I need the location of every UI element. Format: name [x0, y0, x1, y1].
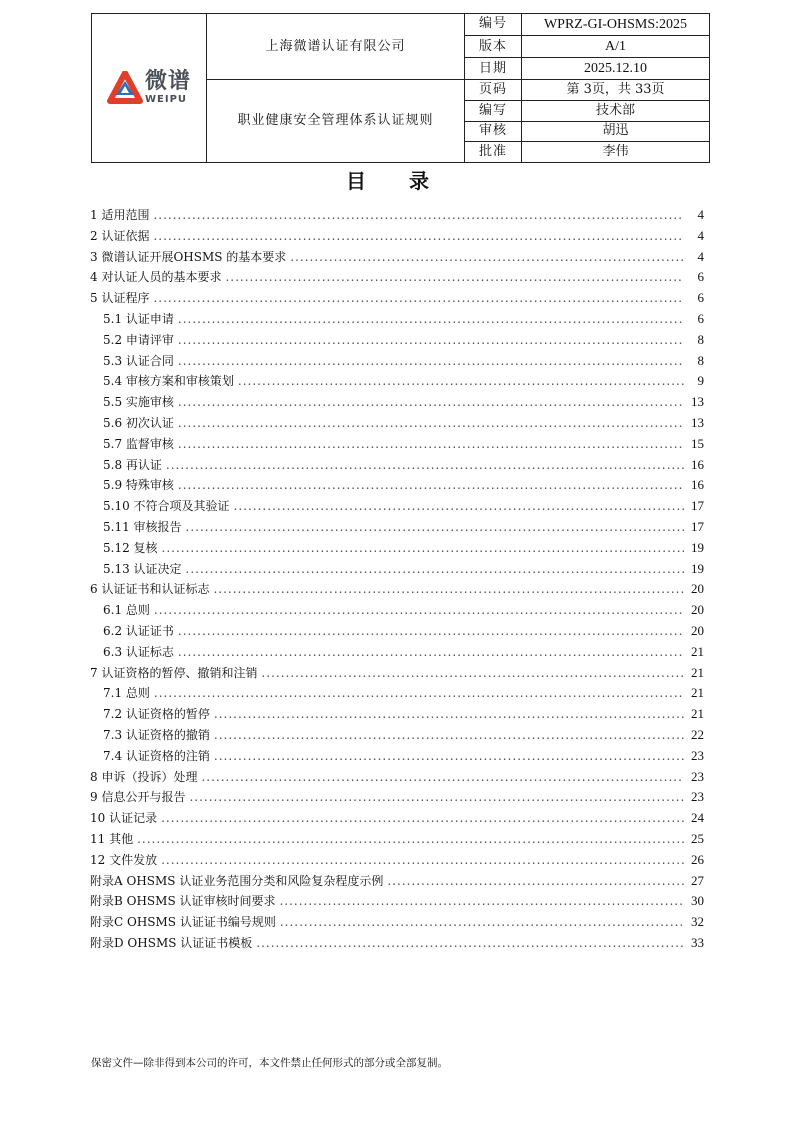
toc-entry-page: 20 — [691, 602, 704, 618]
toc-entry-label: 5.13 认证决定 — [103, 561, 182, 576]
toc-entry-page: 4 — [697, 248, 704, 264]
toc-entry-page: 21 — [691, 664, 704, 680]
toc-entry[interactable] — [90, 414, 704, 435]
toc-entry[interactable] — [90, 248, 704, 269]
toc-entry-label: 附录B OHSMS 认证审核时间要求 — [90, 894, 276, 909]
toc-leader-dots — [178, 333, 684, 347]
toc-entry-page: 19 — [691, 539, 704, 555]
toc-entry-page: 30 — [691, 893, 704, 909]
toc-entry-label: 6.1 总则 — [103, 603, 150, 618]
toc-entry[interactable] — [90, 372, 704, 393]
toc-entry-page: 22 — [691, 726, 704, 742]
toc-leader-dots — [161, 811, 684, 825]
toc-entry[interactable] — [90, 934, 704, 955]
toc-leader-dots — [225, 270, 684, 284]
toc-entry-page: 8 — [697, 331, 704, 347]
toc-entry-label: 2 认证依据 — [90, 228, 150, 243]
toc-entry-label: 附录C OHSMS 认证证书编号规则 — [90, 915, 276, 930]
toc-entry-page: 4 — [697, 227, 704, 243]
toc-entry[interactable] — [90, 289, 704, 310]
toc-entry-page: 33 — [691, 934, 704, 950]
confidentiality-footer: 保密文件—除非得到本公司的许可，本文件禁止任何形式的部分或全部复制。 — [91, 1057, 448, 1069]
field-value-reviewer: 胡迅 — [522, 121, 710, 142]
toc-entry[interactable] — [90, 601, 704, 622]
toc-leader-dots — [178, 312, 684, 326]
toc-entry[interactable] — [90, 352, 704, 373]
toc-leader-dots — [178, 437, 684, 451]
toc-leader-dots — [256, 936, 684, 950]
toc-entry[interactable] — [90, 435, 704, 456]
company-name: 上海微谱认证有限公司 — [207, 14, 465, 80]
toc-leader-dots — [178, 645, 684, 659]
toc-entry[interactable] — [90, 851, 704, 872]
toc-leader-dots — [153, 229, 684, 243]
toc-entry[interactable] — [90, 206, 704, 227]
toc-entry[interactable] — [90, 872, 704, 893]
toc-entry-label: 5.10 不符合项及其验证 — [103, 499, 230, 514]
toc-entry-page: 21 — [691, 685, 704, 701]
toc-entry-label: 5 认证程序 — [90, 291, 150, 306]
toc-leader-dots — [154, 686, 684, 700]
toc-entry-label: 5.2 申请评审 — [103, 332, 174, 347]
toc-entry-page: 26 — [691, 851, 704, 867]
logo-cell — [92, 14, 207, 163]
toc-leader-dots — [234, 499, 684, 513]
toc-leader-dots — [178, 416, 684, 430]
toc-entry-page: 19 — [691, 560, 704, 576]
toc-entry-label: 7 认证资格的暂停、撤销和注销 — [90, 665, 258, 680]
document-header-table — [91, 13, 710, 163]
field-label-approver: 批准 — [465, 142, 522, 163]
toc-entry-page: 13 — [691, 394, 704, 410]
toc-entry-page: 21 — [691, 643, 704, 659]
toc-leader-dots — [178, 478, 684, 492]
toc-leader-dots — [280, 915, 684, 929]
toc-leader-dots — [261, 666, 684, 680]
toc-entry-page: 23 — [691, 768, 704, 784]
toc-leader-dots — [162, 541, 684, 555]
toc-entry-page: 6 — [697, 269, 704, 285]
toc-entry[interactable] — [90, 227, 704, 248]
toc-entry-label: 5.12 复核 — [103, 540, 158, 555]
toc-entry-label: 6.2 认证证书 — [103, 623, 174, 638]
toc-entry-page: 8 — [697, 352, 704, 368]
logo-name-cn: 微谱 — [144, 69, 191, 94]
toc-leader-dots — [153, 208, 684, 222]
toc-leader-dots — [154, 603, 684, 617]
toc-leader-dots — [213, 582, 684, 596]
toc-leader-dots — [186, 562, 684, 576]
field-label-page: 页码 — [465, 80, 522, 101]
toc-entry-page: 17 — [691, 498, 704, 514]
toc-entry[interactable] — [90, 747, 704, 768]
toc-entry[interactable] — [90, 892, 704, 913]
toc-leader-dots — [214, 749, 684, 763]
toc-entry-page: 4 — [697, 207, 704, 222]
field-label-number: 编号 — [465, 14, 522, 36]
toc-entry-label: 9 信息公开与报告 — [90, 790, 186, 805]
company-logo — [92, 71, 206, 105]
toc-leader-dots — [178, 395, 684, 409]
toc-entry[interactable] — [90, 830, 704, 851]
toc-entry-label: 5.1 认证申请 — [103, 311, 174, 326]
toc-entry[interactable] — [90, 497, 704, 518]
toc-entry[interactable] — [90, 310, 704, 331]
toc-leader-dots — [153, 291, 684, 305]
toc-entry[interactable] — [90, 456, 704, 477]
toc-entry-label: 5.6 初次认证 — [103, 415, 174, 430]
toc-entry-page: 17 — [691, 518, 704, 534]
toc-entry-label: 5.4 审核方案和审核策划 — [103, 374, 234, 389]
toc-entry-page: 27 — [691, 872, 704, 888]
toc-entry-page: 23 — [691, 747, 704, 763]
toc-entry-label: 6 认证证书和认证标志 — [90, 582, 210, 597]
toc-entry-label: 5.11 审核报告 — [103, 519, 182, 534]
toc-leader-dots — [214, 728, 684, 742]
toc-leader-dots — [290, 250, 684, 264]
toc-entry[interactable] — [90, 809, 704, 830]
toc-entry[interactable] — [90, 913, 704, 934]
toc-entry-label: 3 微谱认证开展OHSMS 的基本要求 — [90, 249, 287, 264]
toc-entry[interactable] — [90, 664, 704, 685]
toc-leader-dots — [137, 832, 684, 846]
toc-entry-page: 23 — [691, 789, 704, 805]
field-label-reviewer: 审核 — [465, 121, 522, 142]
toc-entry-label: 7.3 认证资格的撤销 — [103, 727, 210, 742]
field-value-number: WPRZ-GI-OHSMS:2025 — [522, 14, 710, 36]
toc-entry[interactable] — [90, 788, 704, 809]
toc-entry[interactable] — [90, 622, 704, 643]
toc-entry[interactable] — [90, 331, 704, 352]
toc-leader-dots — [178, 624, 684, 638]
field-label-date: 日期 — [465, 58, 522, 80]
toc-entry-page: 20 — [691, 581, 704, 597]
toc-entry-label: 5.7 监督审核 — [103, 436, 174, 451]
toc-entry-page: 24 — [691, 810, 704, 826]
field-label-version: 版本 — [465, 36, 522, 58]
table-of-contents — [90, 206, 704, 955]
toc-entry-label: 7.2 认证资格的暂停 — [103, 707, 210, 722]
field-label-author: 编写 — [465, 101, 522, 122]
toc-entry[interactable] — [90, 560, 704, 581]
toc-entry[interactable] — [90, 768, 704, 789]
toc-leader-dots — [189, 790, 684, 804]
document-title: 职业健康安全管理体系认证规则 — [207, 80, 465, 163]
toc-entry-page: 6 — [697, 290, 704, 306]
toc-entry-label: 5.3 认证合同 — [103, 353, 174, 368]
toc-entry-label: 7.4 认证资格的注销 — [103, 748, 210, 763]
toc-entry-page: 21 — [691, 706, 704, 722]
toc-entry[interactable] — [90, 580, 704, 601]
toc-title: 目 录 — [346, 169, 447, 193]
toc-entry-page: 13 — [691, 414, 704, 430]
toc-entry-label: 7.1 总则 — [103, 686, 150, 701]
field-value-version: A/1 — [522, 36, 710, 58]
field-value-date: 2025.12.10 — [522, 58, 710, 80]
toc-leader-dots — [201, 770, 684, 784]
toc-entry-page: 20 — [691, 622, 704, 638]
logo-name-en: WEIPU — [144, 94, 188, 105]
toc-leader-dots — [178, 354, 684, 368]
toc-leader-dots — [238, 374, 684, 388]
toc-entry[interactable] — [90, 643, 704, 664]
toc-leader-dots — [186, 520, 684, 534]
toc-entry[interactable] — [90, 726, 704, 747]
toc-entry-label: 12 文件发放 — [90, 852, 158, 867]
toc-entry-label: 附录D OHSMS 认证证书模板 — [90, 935, 253, 950]
toc-entry-page: 16 — [691, 456, 704, 472]
toc-leader-dots — [214, 707, 684, 721]
toc-entry-label: 10 认证记录 — [90, 811, 158, 826]
toc-entry[interactable] — [90, 705, 704, 726]
toc-leader-dots — [166, 458, 684, 472]
toc-entry-page: 15 — [691, 435, 704, 451]
toc-entry-label: 11 其他 — [90, 831, 134, 846]
toc-entry[interactable] — [90, 393, 704, 414]
weipu-logo-icon — [107, 71, 143, 105]
field-value-author: 技术部 — [522, 101, 710, 122]
toc-leader-dots — [279, 894, 684, 908]
toc-entry-label: 4 对认证人员的基本要求 — [90, 270, 222, 285]
toc-entry-page: 9 — [697, 373, 704, 389]
toc-entry-label: 5.9 特殊审核 — [103, 478, 174, 493]
toc-entry-label: 5.5 实施审核 — [103, 395, 174, 410]
field-value-page: 第 3页，共 33页 — [522, 80, 710, 101]
toc-entry-page: 6 — [697, 310, 704, 326]
toc-entry[interactable] — [90, 684, 704, 705]
toc-entry-label: 6.3 认证标志 — [103, 644, 174, 659]
toc-entry-label: 附录A OHSMS 认证业务范围分类和风险复杂程度示例 — [90, 873, 384, 888]
toc-entry[interactable] — [90, 518, 704, 539]
toc-entry-label: 5.8 再认证 — [103, 457, 162, 472]
toc-entry-page: 16 — [691, 477, 704, 493]
toc-entry[interactable] — [90, 268, 704, 289]
toc-entry-page: 25 — [691, 830, 704, 846]
toc-leader-dots — [387, 874, 684, 888]
toc-leader-dots — [161, 853, 684, 867]
toc-entry-page: 32 — [691, 914, 704, 930]
toc-entry[interactable] — [90, 476, 704, 497]
field-value-approver: 李伟 — [522, 142, 710, 163]
toc-entry-label: 1 适用范围 — [90, 208, 150, 222]
toc-entry[interactable] — [90, 539, 704, 560]
toc-entry-label: 8 申诉（投诉）处理 — [90, 769, 198, 784]
